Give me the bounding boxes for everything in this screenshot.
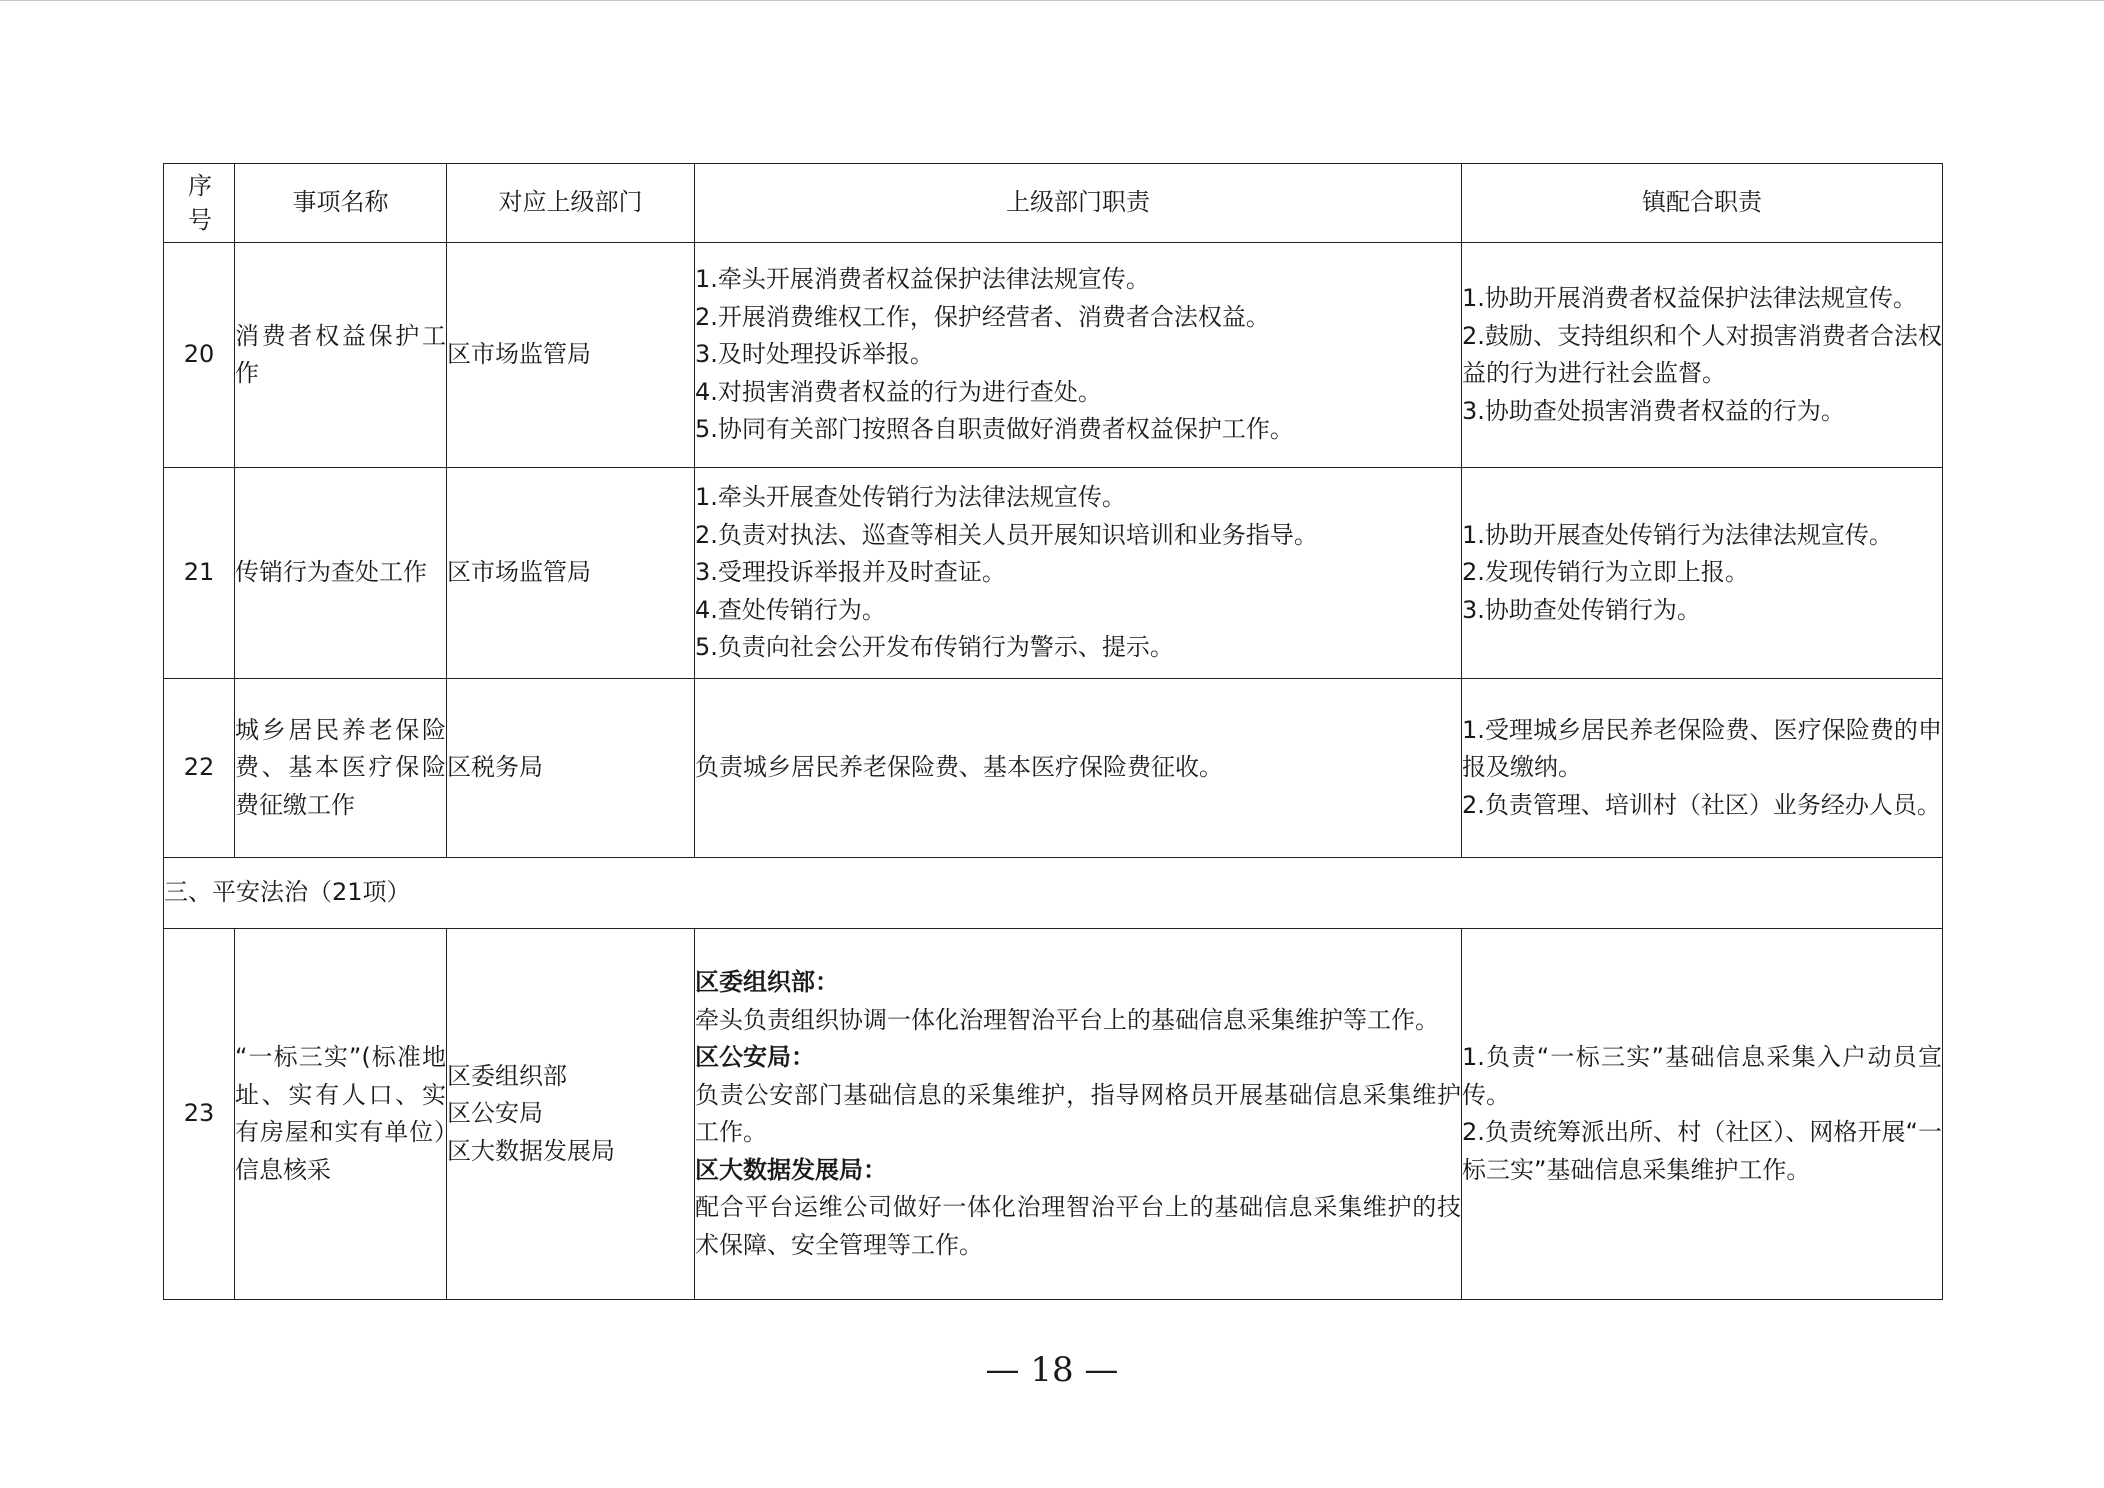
duty-line: 配合平台运维公司做好一体化治理智治平台上的基础信息采集维护的技术保障、安全管理等工作。 — [695, 1193, 1461, 1259]
town-line: 2.发现传销行为立即上报。 — [1462, 558, 1749, 587]
town-line: 2.负责统筹派出所、村（社区）、网格开展“一标三实”基础信息采集维护工作。 — [1462, 1118, 1942, 1184]
duty-line: 4.对损害消费者权益的行为进行查处。 — [695, 377, 1102, 406]
duty-line: 负责城乡居民养老保险费、基本医疗保险费征收。 — [695, 753, 1223, 782]
row-index: 21 — [164, 468, 235, 679]
duty-line: 5.协同有关部门按照各自职责做好消费者权益保护工作。 — [695, 415, 1294, 444]
row-dept: 区税务局 — [447, 679, 695, 858]
table-header-row — [164, 164, 1943, 243]
row-index: 20 — [164, 243, 235, 468]
dept-line: 区公安局 — [447, 1099, 543, 1128]
duty-line: 负责公安部门基础信息的采集维护，指导网格员开展基础信息采集维护工作。 — [695, 1080, 1461, 1146]
row-town-duty — [1462, 679, 1943, 858]
duty-line: 4.查处传销行为。 — [695, 595, 886, 624]
row-upper-duty — [695, 243, 1462, 468]
dept-line: 区委组织部 — [447, 1061, 567, 1090]
row-item-name: 消费者权益保护工作 — [235, 243, 447, 468]
row-town-duty — [1462, 929, 1943, 1300]
duty-line: 2.开展消费维权工作，保护经营者、消费者合法权益。 — [695, 302, 1270, 331]
row-dept — [447, 929, 695, 1300]
table-row — [164, 679, 1943, 858]
page-top-edge — [0, 0, 2104, 1]
page-number: — 18 — — [985, 1350, 1119, 1390]
duty-line: 2.负责对执法、巡查等相关人员开展知识培训和业务指导。 — [695, 520, 1318, 549]
duty-line: 牵头负责组织协调一体化治理智治平台上的基础信息采集维护等工作。 — [695, 1005, 1439, 1034]
row-upper-duty — [695, 679, 1462, 858]
row-index: 22 — [164, 679, 235, 858]
town-line: 1.负责“一标三实”基础信息采集入户动员宣传。 — [1462, 1043, 1942, 1109]
duty-table — [163, 163, 1943, 1300]
table-row — [164, 468, 1943, 679]
section-row — [164, 858, 1943, 929]
duty-heading: 区委组织部： — [695, 968, 839, 996]
town-line: 3.协助查处传销行为。 — [1462, 595, 1701, 624]
row-town-duty — [1462, 468, 1943, 679]
duty-heading: 区大数据发展局： — [695, 1155, 887, 1184]
town-line: 1.协助开展查处传销行为法律法规宣传。 — [1462, 520, 1893, 549]
duty-heading: 区公安局： — [695, 1043, 815, 1071]
header-duty: 上级部门职责 — [695, 164, 1462, 243]
row-dept: 区市场监管局 — [447, 243, 695, 468]
town-line: 1.受理城乡居民养老保险费、医疗保险费的申报及缴纳。 — [1462, 715, 1942, 782]
table-row — [164, 929, 1943, 1300]
row-item-name: 传销行为查处工作 — [235, 468, 447, 679]
town-line: 2.鼓励、支持组织和个人对损害消费者合法权益的行为进行社会监督。 — [1462, 321, 1942, 387]
duty-line: 3.及时处理投诉举报。 — [695, 340, 934, 369]
row-upper-duty — [695, 468, 1462, 679]
header-town: 镇配合职责 — [1462, 164, 1943, 243]
header-name: 事项名称 — [235, 164, 447, 243]
dept-line: 区大数据发展局 — [447, 1136, 615, 1165]
row-item-name: 城乡居民养老保险费、基本医疗保险费征缴工作 — [235, 679, 447, 858]
town-line: 1.协助开展消费者权益保护法律法规宣传。 — [1462, 284, 1917, 312]
duty-line: 1.牵头开展消费者权益保护法律法规宣传。 — [695, 265, 1150, 294]
row-item-name: “一标三实”(标准地址、实有人口、实有房屋和实有单位）信息核采 — [235, 929, 447, 1300]
town-line: 2.负责管理、培训村（社区）业务经办人员。 — [1462, 790, 1941, 819]
section-title: 三、平安法治（21项） — [164, 858, 1943, 929]
row-dept: 区市场监管局 — [447, 468, 695, 679]
duty-line: 3.受理投诉举报并及时查证。 — [695, 558, 1006, 587]
duty-line: 1.牵头开展查处传销行为法律法规宣传。 — [695, 483, 1126, 512]
row-index: 23 — [164, 929, 235, 1300]
town-line: 3.协助查处损害消费者权益的行为。 — [1462, 396, 1845, 425]
table-row — [164, 243, 1943, 468]
header-index: 序号 — [164, 164, 235, 243]
row-town-duty — [1462, 243, 1943, 468]
row-upper-duty — [695, 929, 1462, 1300]
duty-line: 5.负责向社会公开发布传销行为警示、提示。 — [695, 633, 1174, 662]
header-dept: 对应上级部门 — [447, 164, 695, 243]
